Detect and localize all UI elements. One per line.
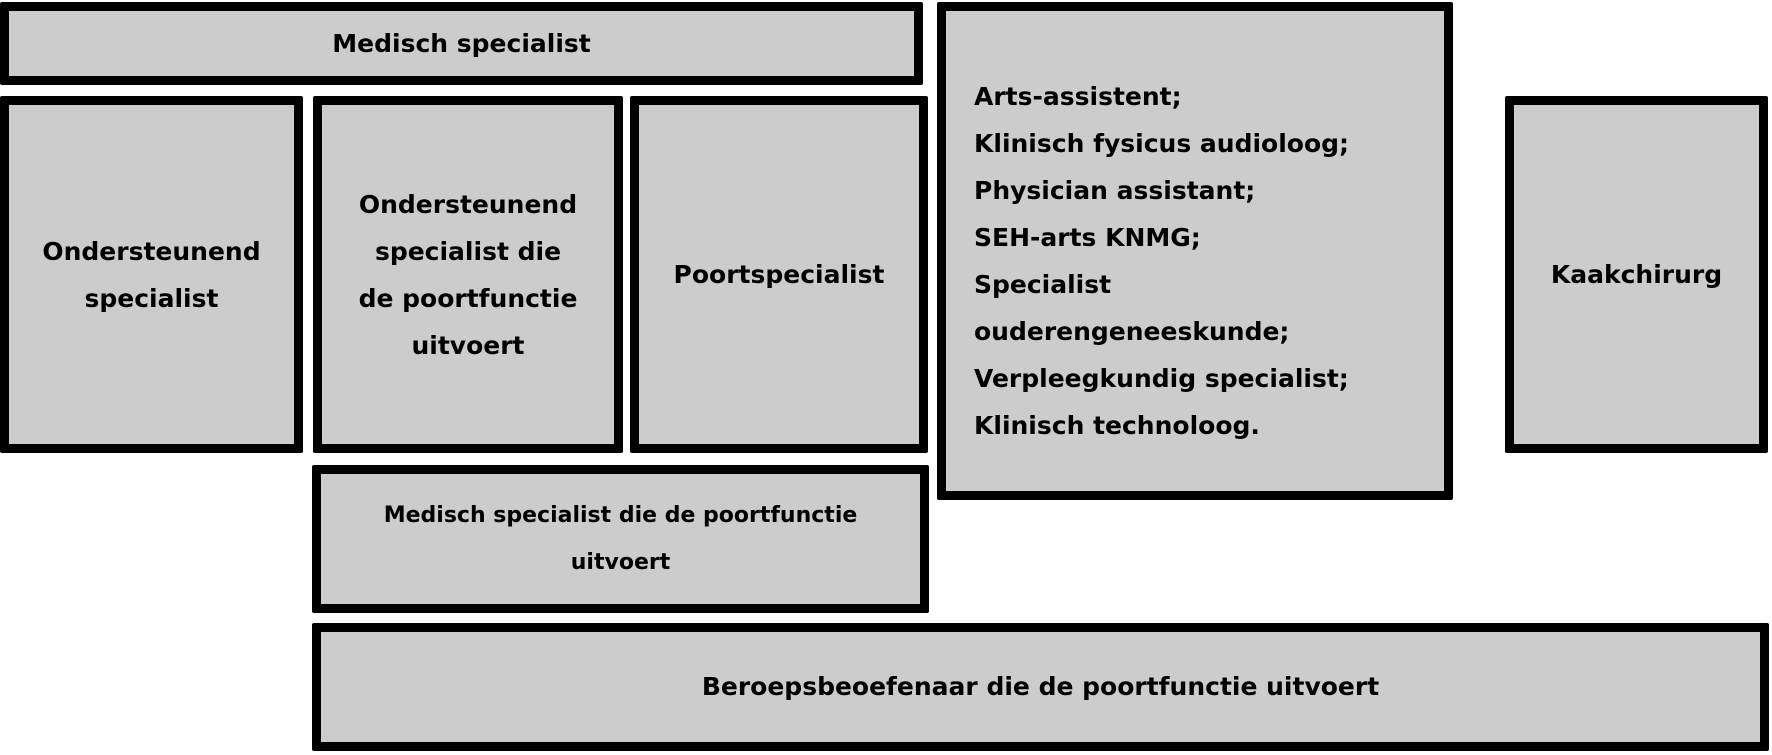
box-ondersteunend-specialist <box>0 96 303 453</box>
box-overige-beroepen <box>937 2 1453 500</box>
list-item: Klinisch technoloog. <box>974 411 1260 440</box>
box-label: Beroepsbeoefenaar die de poortfunctie uitvoert <box>701 672 1380 701</box>
box-label: Kaakchirurg <box>1550 259 1723 289</box>
box-label-line: specialist <box>84 283 219 313</box>
box-label-line: de poortfunctie <box>358 283 578 313</box>
box-label: Poortspecialist <box>673 259 885 289</box>
box-medisch-specialist <box>0 2 923 85</box>
box-kaakchirurg <box>1505 96 1768 453</box>
box-label-line: Ondersteunend <box>42 236 261 266</box>
list-item: Arts-assistent; <box>974 82 1182 111</box>
box-label-line: uitvoert <box>411 330 525 360</box>
box-label-line: uitvoert <box>570 550 671 575</box>
box-beroepsbeoefenaar-poortfunctie <box>312 623 1769 751</box>
box-label-line: specialist die <box>374 236 562 266</box>
list-item: Specialist <box>974 270 1112 299</box>
box-label: Medisch specialist <box>332 28 591 58</box>
box-label-line: Ondersteunend <box>358 189 578 219</box>
box-ondersteunend-specialist-poortfunctie <box>313 96 623 453</box>
list-item: Physician assistant; <box>974 176 1256 205</box>
box-label-line: Medisch specialist die de poortfunctie <box>383 503 858 528</box>
box-poortspecialist <box>630 96 928 453</box>
list-item: SEH-arts KNMG; <box>974 223 1201 252</box>
list-item: Klinisch fysicus audioloog; <box>974 129 1350 158</box>
list-item: ouderengeneeskunde; <box>974 317 1290 346</box>
list-item: Verpleegkundig specialist; <box>974 364 1349 393</box>
box-medisch-specialist-poortfunctie <box>312 465 929 613</box>
